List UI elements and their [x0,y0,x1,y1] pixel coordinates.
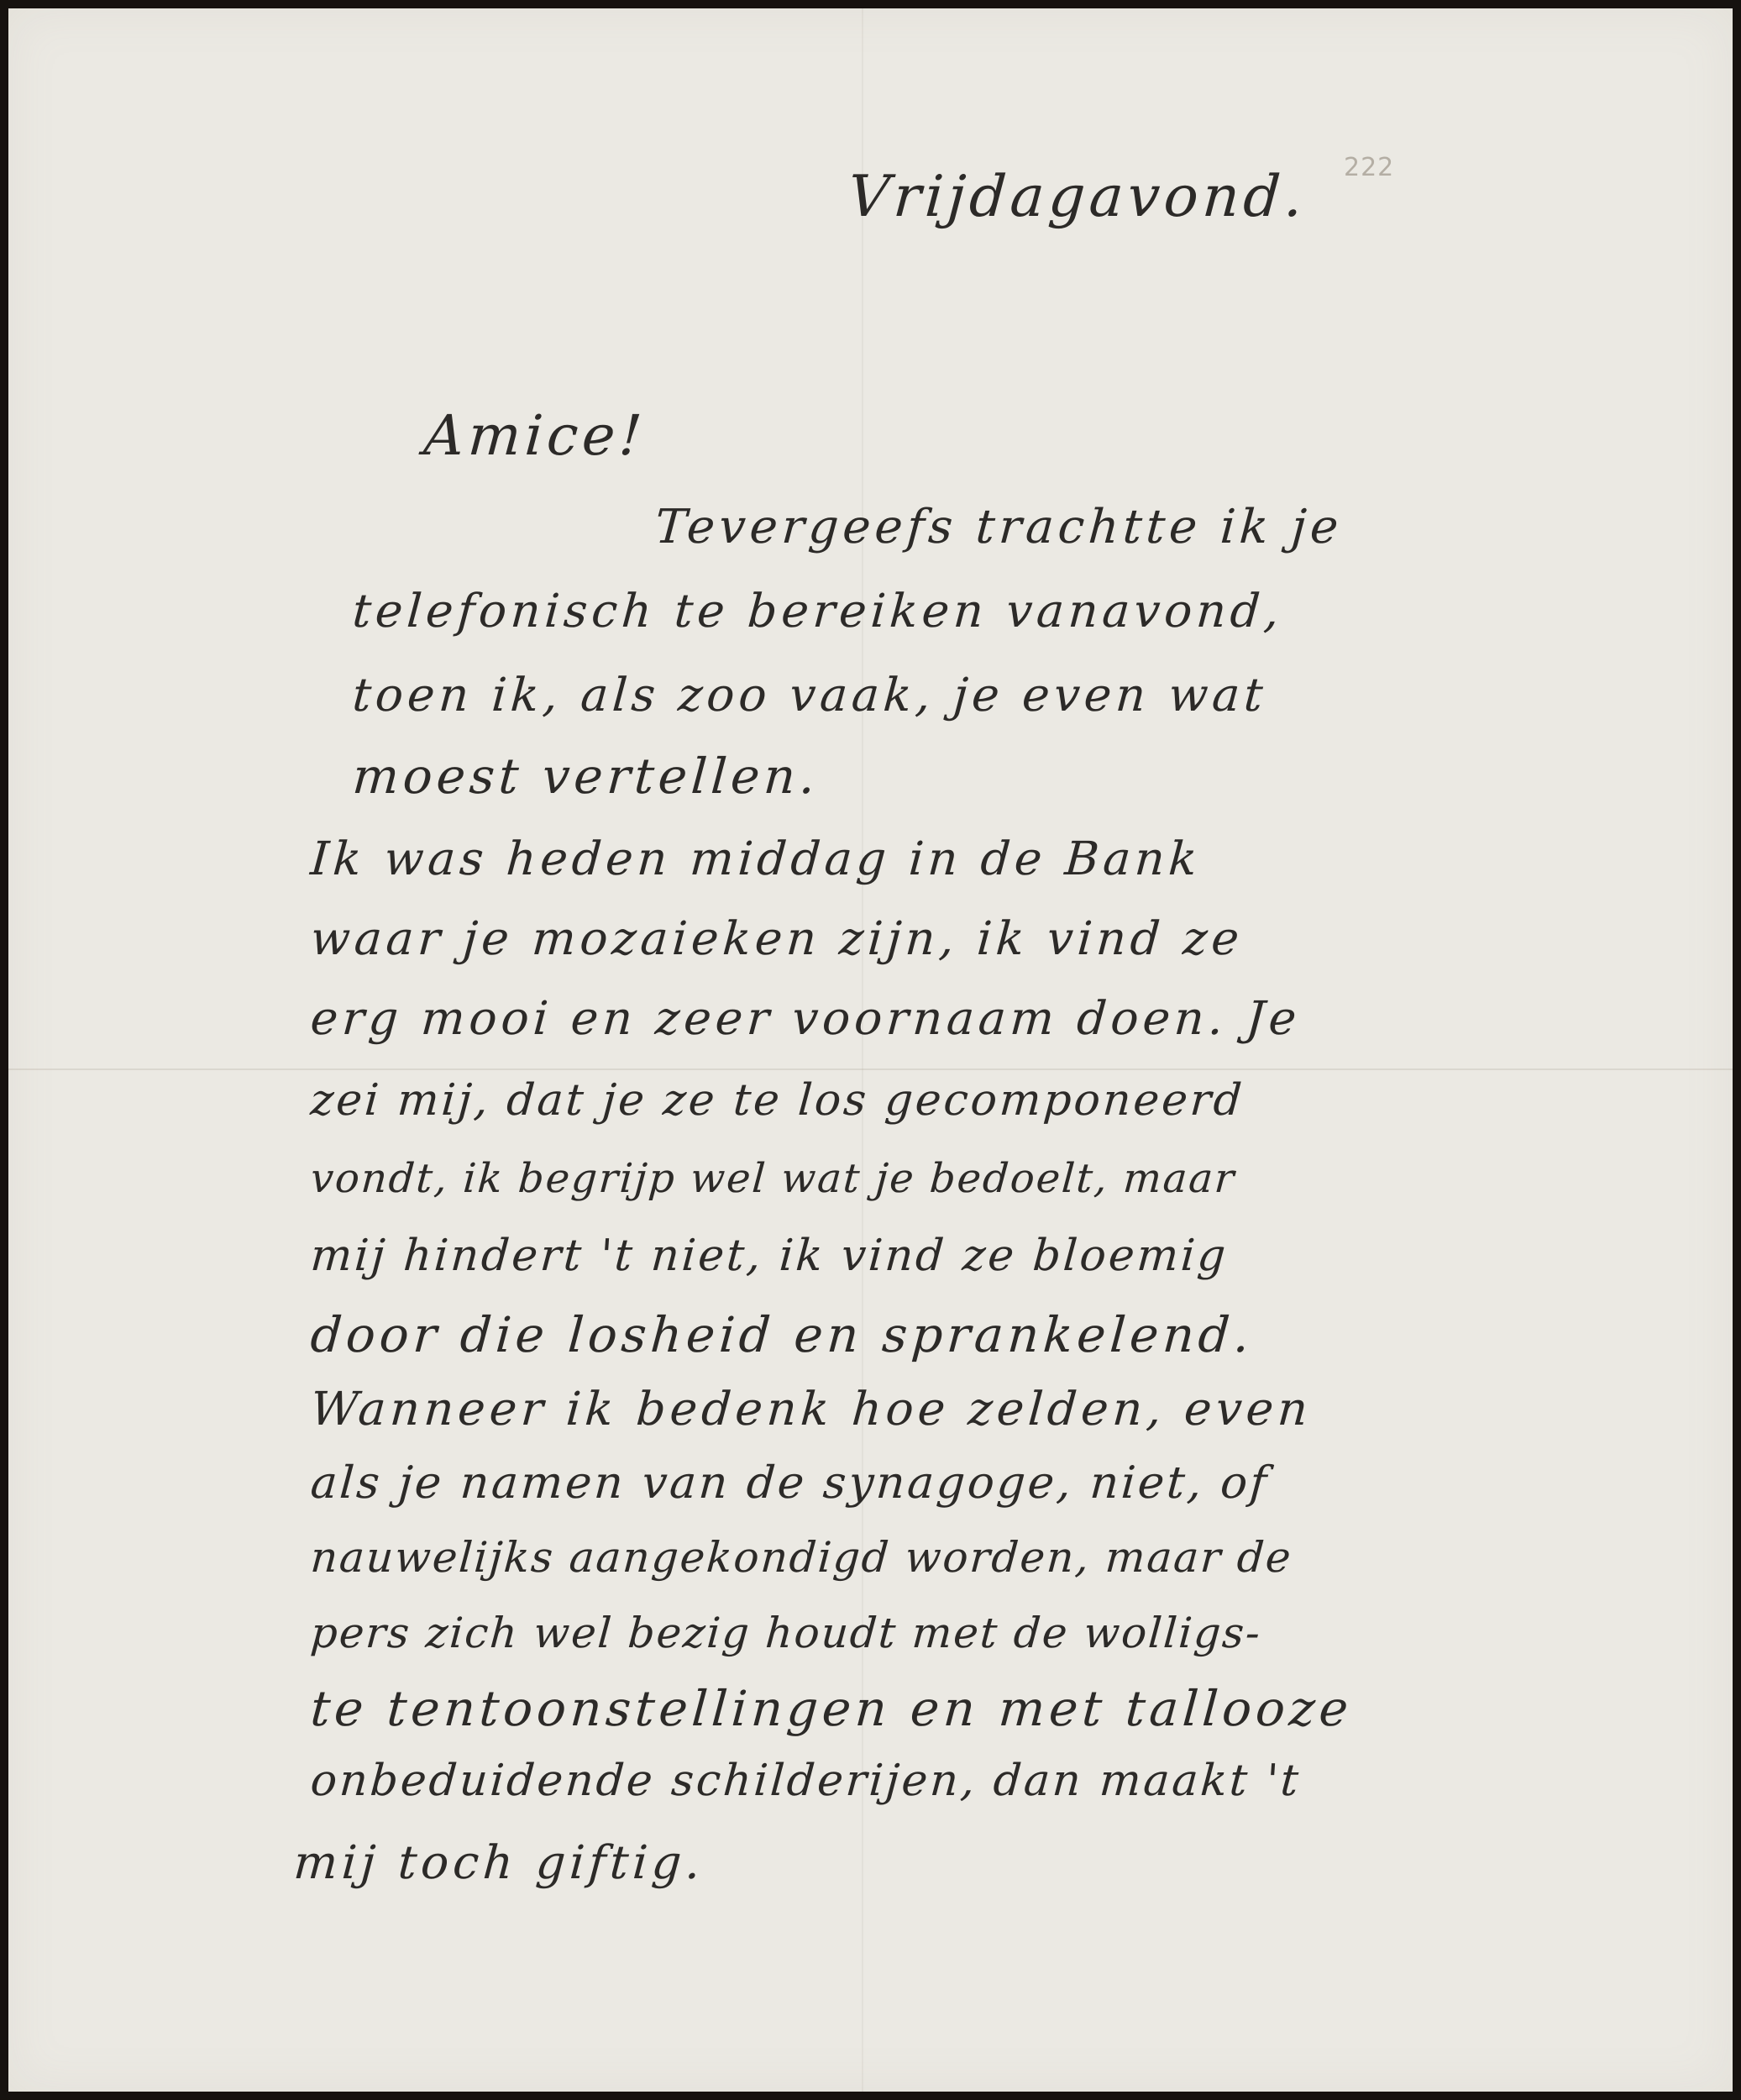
letter-line: erg mooi en zeer voornaam doen. Je [308,991,1303,1045]
horizontal-fold [8,1068,1733,1070]
letter-line: telefonisch te bereiken vanavond, [350,584,1285,638]
letter-line: zei mij, dat je ze te los gecomponeerd [308,1075,1246,1126]
letter-line: Ik was heden middag in de Bank [308,832,1203,885]
letter-line: moest vertellen. [350,748,821,805]
salutation: Amice! [422,403,648,468]
letter-line: door die losheid en sprankelend. [308,1306,1256,1363]
archive-number: 222 [1344,153,1395,182]
letter-line: waar je mozaieken zijn, ik vind ze [308,911,1245,965]
letter-line: Tevergeefs trachtte ik je [653,500,1345,554]
letter-line: vondt, ik begrijp wel wat je bedoelt, maar [309,1155,1238,1202]
letter-line: onbeduidende schilderijen, dan maakt 't [308,1756,1303,1806]
date-line: Vrijdagavond. [846,164,1309,230]
letter-line: te tentoonstellingen en met tallooze [308,1680,1355,1737]
letter-line: mij toch giftig. [291,1835,706,1889]
letter-line: als je namen van de synagoge, niet, of [308,1457,1272,1509]
letter-page [8,8,1733,2092]
letter-line: toen ik, als zoo vaak, je even wat [350,668,1269,722]
letter-line: pers zich wel bezig houdt met de wolligs- [308,1609,1264,1657]
letter-line: nauwelijks aangekondigd worden, maar de [308,1533,1294,1582]
letter-line: Wanneer ik bedenk hoe zelden, even [308,1382,1314,1436]
letter-line: mij hindert 't niet, ik vind ze bloemig [308,1231,1230,1281]
